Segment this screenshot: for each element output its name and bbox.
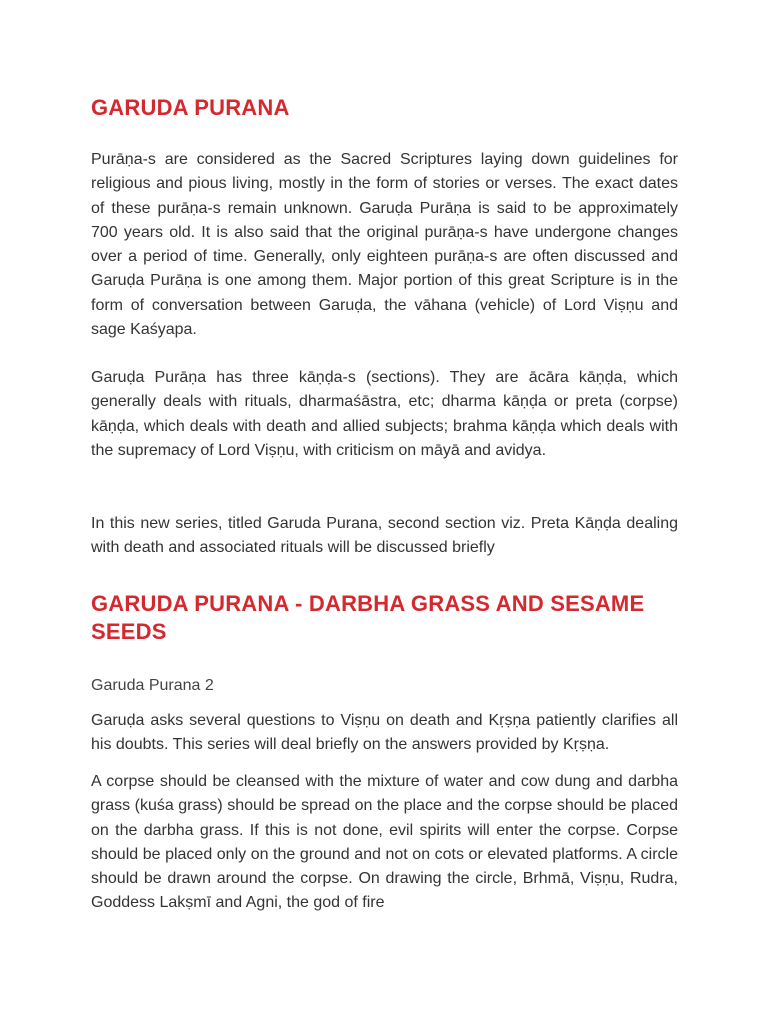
section-heading: GARUDA PURANA - DARBHA GRASS AND SESAME SEEDS [91, 591, 645, 644]
paragraph: Purāṇa-s are considered as the Sacred Scriptures laying down guidelines for religious and pious living, mostly in the form of stories or verses. The exact dates of these purāṇa-s remain unknown. Garuḍa Purāṇa is said to be approximately 700 years old. It is also said that the original purāṇa-s have undergone changes over a period of time. Generally, only eighteen purāṇa-s are often discussed and Garuḍa Purāṇa is one among them. Major portion of this great Scripture is in the form of conversation between Garuḍa, the vāhana (vehicle) of Lord Viṣṇu and sage Kaśyapa. [91, 151, 678, 339]
paragraph: Garuḍa Purāṇa has three kāṇḍa-s (sections). They are ācāra kāṇḍa, which generally deals with rituals, dharmaśāstra, etc; dharma kāṇḍa or preta (corpse) kāṇḍa, which deals with death and allied subjects; brahma kāṇḍa which deals with the supremacy of Lord Viṣṇu, with criticism on māyā and avidya. [91, 369, 678, 459]
paragraph: A corpse should be cleansed with the mixture of water and cow dung and darbha grass (kuśa grass) should be spread on the place and the corpse should be placed on the darbha grass. If this is not done, evil spirits will enter the corpse. Corpse should be placed only on the ground and not on cots or elevated platforms. A circle should be drawn around the corpse. On drawing the circle, Brhmā, Viṣṇu, Rudra, Goddess Lakṣmī and Agni, the god of fire [91, 773, 678, 912]
section-heading: GARUDA PURANA [91, 95, 290, 120]
paragraph: Garuḍa asks several questions to Viṣṇu on death and Kṛṣṇa patiently clarifies all his doubts. This series will deal briefly on the answers provided by Kṛṣṇa. [91, 712, 678, 754]
paragraph: In this new series, titled Garuda Purana, second section viz. Preta Kāṇḍa dealing with death and associated rituals will be discussed briefly [91, 515, 678, 557]
subtitle: Garuda Purana 2 [91, 677, 214, 694]
